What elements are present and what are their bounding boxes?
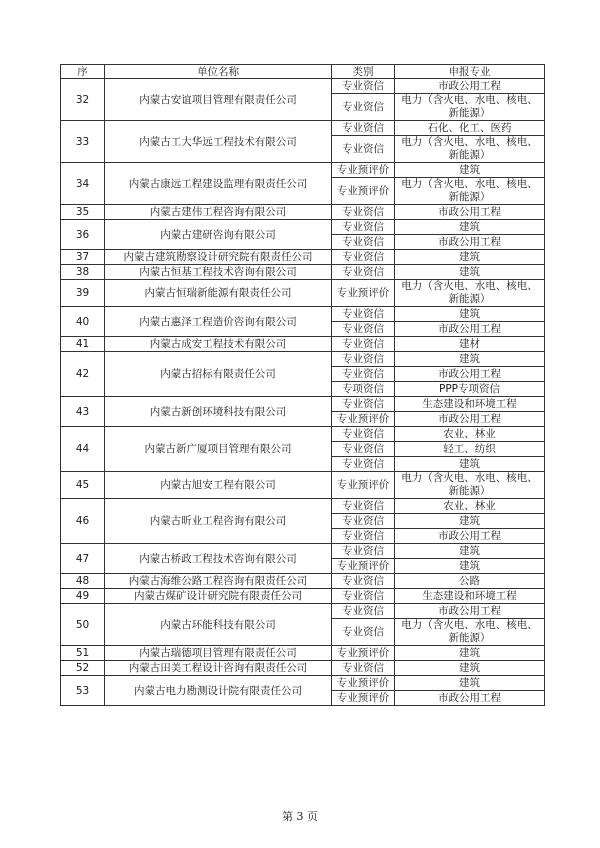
cell-no: 33	[61, 121, 105, 163]
cell-no: 37	[61, 250, 105, 265]
cell-specialty: 市政公用工程	[395, 529, 545, 544]
cell-category: 专项资信	[332, 382, 395, 397]
cell-specialty: 建筑	[395, 559, 545, 574]
cell-category: 专业预评价	[332, 676, 395, 691]
cell-specialty: PPP专项资信	[395, 382, 545, 397]
cell-category: 专业资信	[332, 529, 395, 544]
table-row	[61, 574, 545, 589]
cell-specialty: 建筑	[395, 265, 545, 280]
cell-no: 50	[61, 604, 105, 646]
table-row	[61, 79, 545, 94]
cell-category: 专业资信	[332, 265, 395, 280]
cell-company-name: 内蒙古新创环境科技有限公司	[105, 397, 332, 427]
table-row	[61, 337, 545, 352]
cell-no: 39	[61, 280, 105, 307]
cell-category: 专业预评价	[332, 472, 395, 499]
table-row	[61, 676, 545, 691]
cell-company-name: 内蒙古恒基工程技术咨询有限公司	[105, 265, 332, 280]
cell-company-name: 内蒙古田美工程设计咨询有限责任公司	[105, 661, 332, 676]
header-type: 类别	[332, 65, 395, 79]
cell-company-name: 内蒙古旭安工程有限公司	[105, 472, 332, 499]
cell-category: 专业资信	[332, 604, 395, 619]
cell-specialty: 建材	[395, 337, 545, 352]
cell-specialty: 市政公用工程	[395, 412, 545, 427]
table-row	[61, 250, 545, 265]
table-row	[61, 604, 545, 619]
cell-specialty: 市政公用工程	[395, 79, 545, 94]
header-spec: 申报专业	[395, 65, 545, 79]
cell-specialty: 电力（含火电、水电、核电、新能源）	[395, 136, 545, 163]
table-row	[61, 544, 545, 559]
cell-specialty: 电力（含火电、水电、核电、新能源）	[395, 472, 545, 499]
cell-specialty: 建筑	[395, 457, 545, 472]
cell-no: 53	[61, 676, 105, 706]
header-no: 序	[61, 65, 105, 79]
table-row	[61, 121, 545, 136]
cell-specialty: 市政公用工程	[395, 367, 545, 382]
table-body	[61, 79, 545, 706]
cell-specialty: 建筑	[395, 250, 545, 265]
cell-category: 专业资信	[332, 235, 395, 250]
cell-category: 专业资信	[332, 619, 395, 646]
cell-category: 专业资信	[332, 397, 395, 412]
cell-category: 专业资信	[332, 427, 395, 442]
cell-no: 47	[61, 544, 105, 574]
cell-category: 专业资信	[332, 661, 395, 676]
cell-company-name: 内蒙古环能科技有限公司	[105, 604, 332, 646]
cell-company-name: 内蒙古建伟工程咨询有限公司	[105, 205, 332, 220]
cell-category: 专业资信	[332, 250, 395, 265]
cell-specialty: 建筑	[395, 307, 545, 322]
cell-company-name: 内蒙古成安工程技术有限公司	[105, 337, 332, 352]
table-row	[61, 589, 545, 604]
cell-specialty: 电力（含火电、水电、核电、新能源）	[395, 280, 545, 307]
cell-category: 专业资信	[332, 322, 395, 337]
page-number: 第 3 页	[282, 810, 318, 823]
cell-company-name: 内蒙古建筑勘察设计研究院有限责任公司	[105, 250, 332, 265]
cell-specialty: 市政公用工程	[395, 322, 545, 337]
cell-category: 专业资信	[332, 589, 395, 604]
table-row	[61, 307, 545, 322]
cell-category: 专业资信	[332, 499, 395, 514]
cell-specialty: 农业、林业	[395, 427, 545, 442]
cell-category: 专业预评价	[332, 646, 395, 661]
cell-category: 专业资信	[332, 94, 395, 121]
qualification-table-sheet	[60, 64, 544, 706]
table-row	[61, 280, 545, 307]
cell-category: 专业资信	[332, 352, 395, 367]
cell-company-name: 内蒙古电力勘测设计院有限责任公司	[105, 676, 332, 706]
cell-specialty: 生态建设和环境工程	[395, 397, 545, 412]
cell-category: 专业资信	[332, 220, 395, 235]
table-row	[61, 220, 545, 235]
cell-company-name: 内蒙古康远工程建设监理有限责任公司	[105, 163, 332, 205]
cell-category: 专业预评价	[332, 163, 395, 178]
cell-specialty: 建筑	[395, 676, 545, 691]
cell-specialty: 公路	[395, 574, 545, 589]
cell-specialty: 轻工、纺织	[395, 442, 545, 457]
cell-no: 32	[61, 79, 105, 121]
cell-specialty: 市政公用工程	[395, 235, 545, 250]
cell-no: 46	[61, 499, 105, 544]
cell-specialty: 电力（含火电、水电、核电、新能源）	[395, 619, 545, 646]
table-row	[61, 205, 545, 220]
cell-category: 专业预评价	[332, 412, 395, 427]
cell-company-name: 内蒙古恒瑞新能源有限责任公司	[105, 280, 332, 307]
table-row	[61, 427, 545, 442]
cell-no: 34	[61, 163, 105, 205]
cell-no: 44	[61, 427, 105, 472]
cell-no: 42	[61, 352, 105, 397]
cell-no: 45	[61, 472, 105, 499]
table-row	[61, 265, 545, 280]
cell-category: 专业资信	[332, 442, 395, 457]
cell-no: 48	[61, 574, 105, 589]
cell-specialty: 建筑	[395, 646, 545, 661]
cell-no: 49	[61, 589, 105, 604]
cell-category: 专业资信	[332, 307, 395, 322]
table-header-row	[61, 65, 545, 79]
cell-company-name: 内蒙古招标有限责任公司	[105, 352, 332, 397]
cell-specialty: 市政公用工程	[395, 604, 545, 619]
table-row	[61, 646, 545, 661]
cell-no: 40	[61, 307, 105, 337]
cell-specialty: 建筑	[395, 163, 545, 178]
cell-no: 38	[61, 265, 105, 280]
cell-company-name: 内蒙古安谊项目管理有限责任公司	[105, 79, 332, 121]
table-row	[61, 397, 545, 412]
cell-company-name: 内蒙古昕业工程咨询有限公司	[105, 499, 332, 544]
cell-no: 51	[61, 646, 105, 661]
cell-specialty: 建筑	[395, 514, 545, 529]
cell-specialty: 电力（含火电、水电、核电、新能源）	[395, 178, 545, 205]
cell-category: 专业资信	[332, 457, 395, 472]
cell-no: 43	[61, 397, 105, 427]
cell-specialty: 建筑	[395, 544, 545, 559]
cell-category: 专业预评价	[332, 178, 395, 205]
table-row	[61, 352, 545, 367]
cell-specialty: 市政公用工程	[395, 691, 545, 706]
cell-category: 专业资信	[332, 121, 395, 136]
cell-specialty: 石化、化工、医药	[395, 121, 545, 136]
cell-category: 专业预评价	[332, 691, 395, 706]
cell-company-name: 内蒙古海维公路工程咨询有限责任公司	[105, 574, 332, 589]
cell-specialty: 建筑	[395, 661, 545, 676]
header-name: 单位名称	[105, 65, 332, 79]
cell-no: 36	[61, 220, 105, 250]
cell-company-name: 内蒙古瑞德项目管理有限责任公司	[105, 646, 332, 661]
cell-specialty: 农业、林业	[395, 499, 545, 514]
cell-category: 专业资信	[332, 136, 395, 163]
table-row	[61, 163, 545, 178]
cell-category: 专业预评价	[332, 280, 395, 307]
cell-category: 专业资信	[332, 544, 395, 559]
cell-specialty: 市政公用工程	[395, 205, 545, 220]
cell-no: 52	[61, 661, 105, 676]
cell-no: 35	[61, 205, 105, 220]
cell-category: 专业资信	[332, 514, 395, 529]
cell-company-name: 内蒙古新广厦项目管理有限公司	[105, 427, 332, 472]
table-row	[61, 472, 545, 499]
cell-specialty: 生态建设和环境工程	[395, 589, 545, 604]
cell-category: 专业资信	[332, 205, 395, 220]
cell-category: 专业资信	[332, 337, 395, 352]
qualification-table	[60, 64, 545, 706]
cell-specialty: 建筑	[395, 220, 545, 235]
cell-company-name: 内蒙古桥政工程技术咨询有限公司	[105, 544, 332, 574]
cell-category: 专业资信	[332, 367, 395, 382]
cell-company-name: 内蒙古建研咨询有限公司	[105, 220, 332, 250]
table-row	[61, 499, 545, 514]
cell-company-name: 内蒙古工大华远工程技术有限公司	[105, 121, 332, 163]
table-row	[61, 661, 545, 676]
cell-specialty: 电力（含火电、水电、核电、新能源）	[395, 94, 545, 121]
cell-category: 专业资信	[332, 79, 395, 94]
cell-category: 专业资信	[332, 574, 395, 589]
cell-no: 41	[61, 337, 105, 352]
cell-category: 专业预评价	[332, 559, 395, 574]
cell-specialty: 建筑	[395, 352, 545, 367]
cell-company-name: 内蒙古煤矿设计研究院有限责任公司	[105, 589, 332, 604]
cell-company-name: 内蒙古惠泽工程造价咨询有限公司	[105, 307, 332, 337]
